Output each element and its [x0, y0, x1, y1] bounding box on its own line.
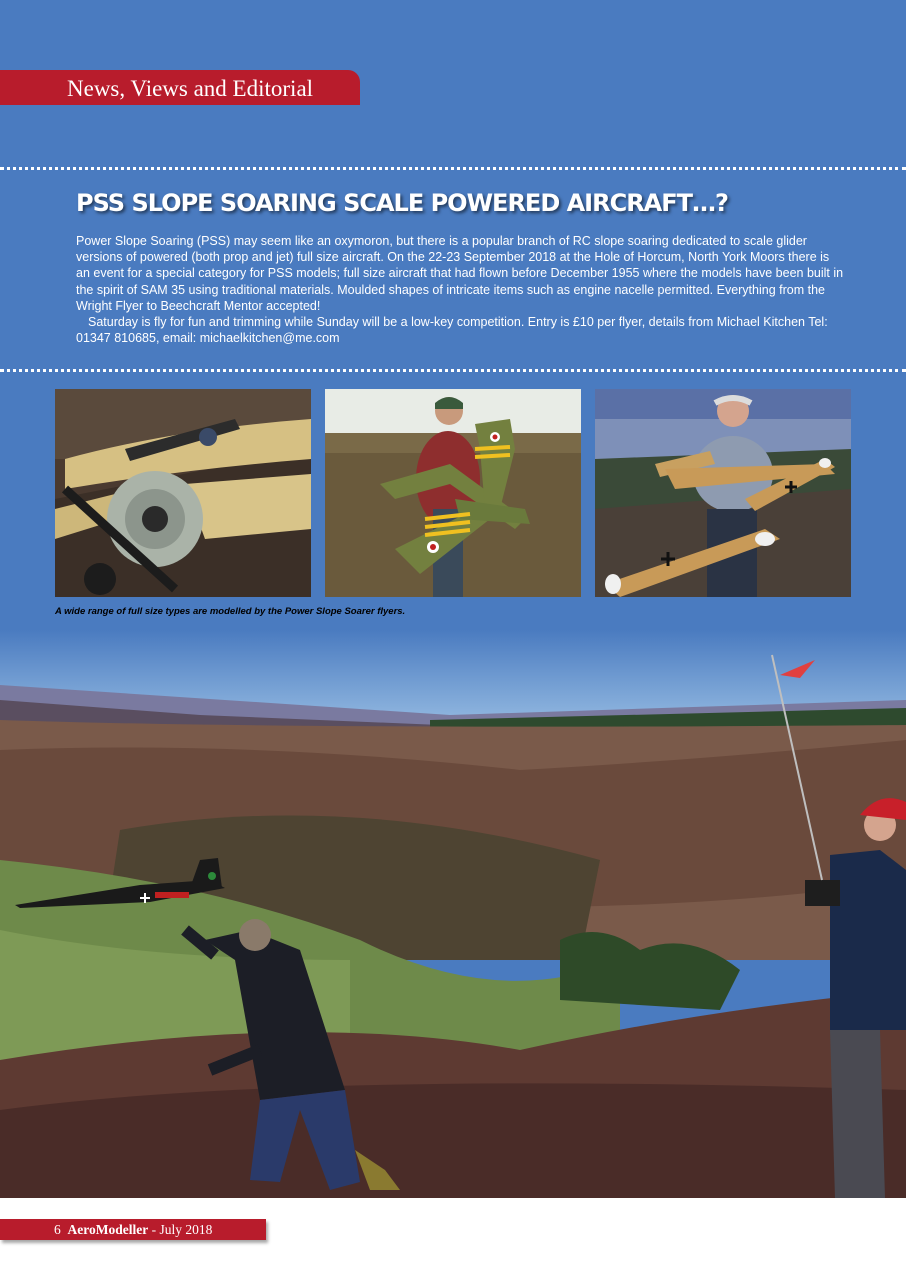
- dotted-divider-top: [0, 167, 906, 170]
- section-tab: News, Views and Editorial: [0, 70, 360, 105]
- dotted-divider-bottom: [0, 369, 906, 372]
- photo-fighter-model: [595, 389, 851, 597]
- photo-caption: A wide range of full size types are modelled by the Power Slope Soarer flyers.: [55, 606, 406, 617]
- page-number: 6: [54, 1222, 61, 1237]
- magazine-name: AeroModeller: [67, 1222, 149, 1237]
- photo-jet-model: [325, 389, 581, 597]
- photo-biplane-model: [55, 389, 311, 597]
- page-footer: [0, 1219, 266, 1240]
- article-paragraph-2: Saturday is fly for fun and trimming while Sunday will be a low-key competition. Entry is £10 per flyer, details from Michael Kitchen Tel: 01347 810685, email: michaelkitchen@me.com: [76, 315, 828, 346]
- issue-date: - July 2018: [151, 1222, 213, 1237]
- article-body: [76, 233, 846, 346]
- article-paragraph-1: Power Slope Soaring (PSS) may seem like an oxymoron, but there is a popular branch of RC slope soaring dedicated to scale glider versions of powered (both prop and jet) full size aircraft. On the 22-23 September 2018 at the Hole of Horcum, North York Moors there is an event for a special category for PSS models; full size aircraft that had flown before December 1955 where the models have been built in the spirit of SAM 35 using traditional materials. Moulded shapes of intricate items such as engine nacelle permitted. Everything from the Wright Flyer to Beechcraft Mentor accepted!: [76, 234, 844, 313]
- photo-slope-launch: [0, 630, 906, 1198]
- article-headline: PSS SLOPE SOARING SCALE POWERED AIRCRAFT…?: [76, 189, 728, 217]
